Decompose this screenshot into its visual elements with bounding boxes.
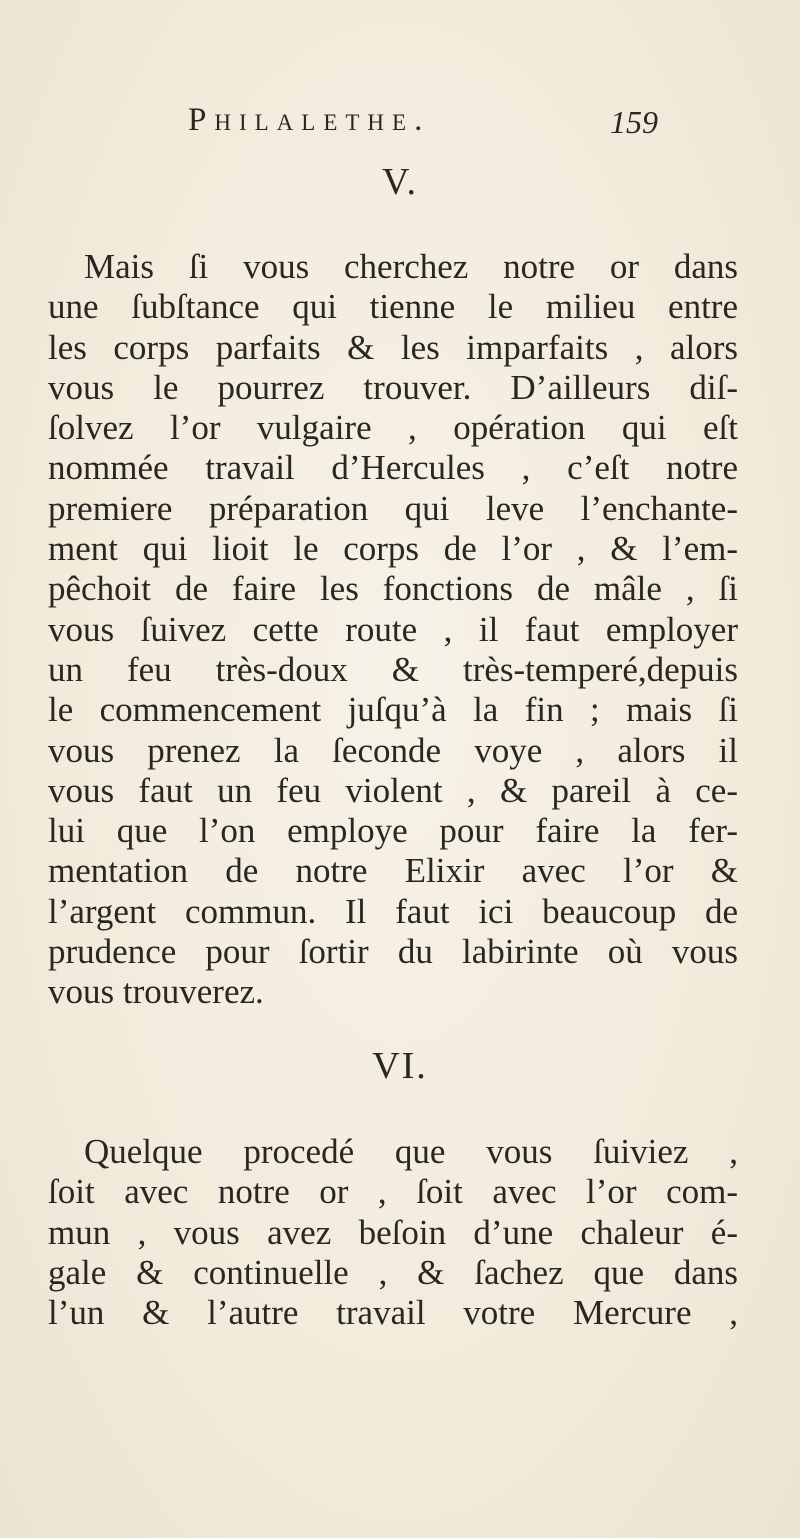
section-v-text: [48, 247, 738, 1013]
page-number: 159: [610, 104, 658, 140]
text-line: lui que l’on employe pour faire la fer-: [48, 811, 738, 851]
text-line: un feu très-doux & très-temperé,depuis: [48, 649, 738, 689]
text-line: l’un & l’autre travail votre Mercure ,: [48, 1293, 738, 1333]
text-line: mentation de notre Elixir avec l’or &: [48, 851, 738, 891]
text-line: ment qui lioit le corps de l’or , & l’em-: [48, 529, 738, 569]
text-line: prudence pour ſortir du labirinte où vous: [48, 932, 738, 972]
text-line: vous le pourrez trouver. D’ailleurs diſ-: [48, 367, 738, 407]
text-line: vous trouverez.: [48, 972, 264, 1012]
text-line: vous prenez la ſeconde voye , alors il: [48, 730, 738, 770]
text-line: mun , vous avez beſoin d’une chaleur é-: [48, 1212, 738, 1252]
text-line: le commencement juſqu’à la fin ; mais ſi: [48, 690, 738, 730]
running-title: Philalethe.: [188, 102, 431, 138]
text-line: gale & continuelle , & ſachez que dans: [48, 1252, 738, 1292]
section-heading-v: V.: [381, 161, 419, 203]
text-line: une ſubſtance qui tienne le milieu entre: [48, 287, 738, 327]
text-line: Mais ſi vous cherchez notre or dans: [84, 247, 738, 286]
text-line: l’argent commun. Il faut ici beaucoup de: [48, 891, 738, 931]
text-line: nommée travail d’Hercules , c’eſt notre: [48, 448, 738, 488]
text-line: vous ſuivez cette route , il faut employer: [48, 609, 738, 649]
text-line: les corps parfaits & les imparfaits , alors: [48, 327, 738, 367]
text-line: vous faut un feu violent , & pareil à ce-: [48, 770, 738, 810]
section-vi-text: [48, 1132, 738, 1333]
text-line: ſoit avec notre or , ſoit avec l’or com-: [48, 1172, 738, 1212]
text-line: Quelque procedé que vous ſuiviez ,: [84, 1132, 738, 1171]
text-line: premiere préparation qui leve l’enchante-: [48, 488, 738, 528]
section-heading-vi: VI.: [372, 1045, 428, 1087]
text-line: ſolvez l’or vulgaire , opération qui eſt: [48, 408, 738, 448]
text-line: pêchoit de faire les fonctions de mâle , ſi: [48, 569, 738, 609]
running-head: [188, 102, 658, 152]
